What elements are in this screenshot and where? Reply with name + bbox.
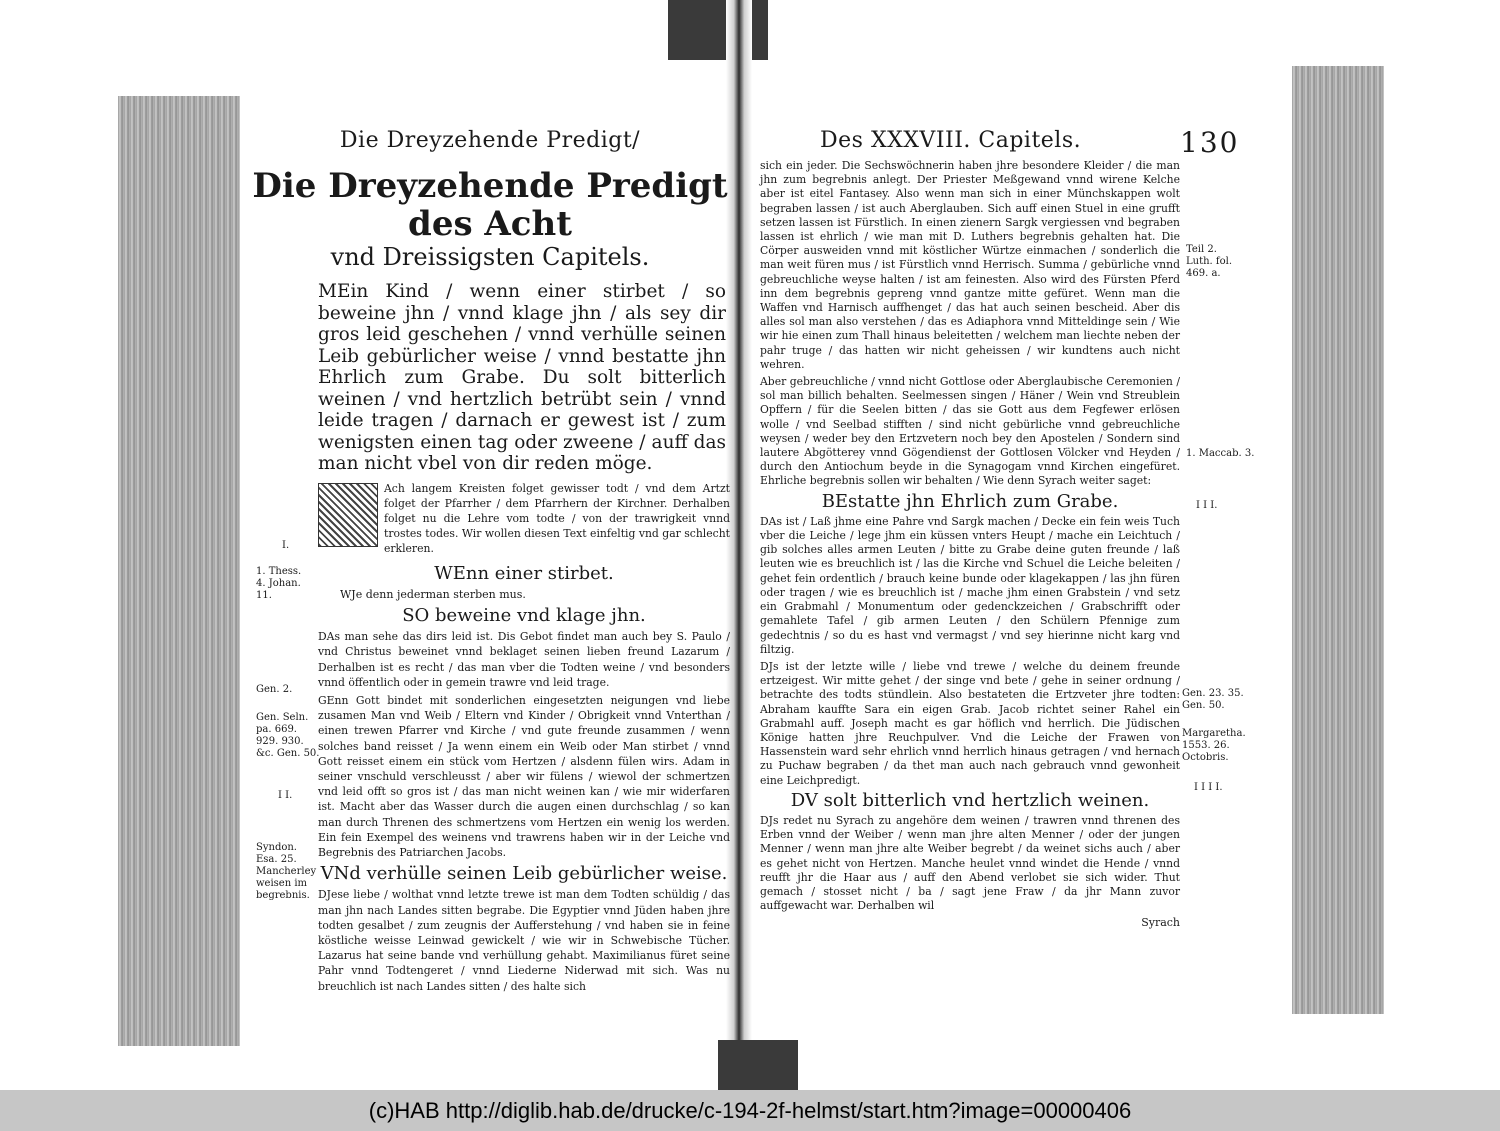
source-caption: (c)HAB http://diglib.hab.de/drucke/c-194-2f-helmst/start.htm?image=00000406 (0, 1090, 1500, 1131)
paragraph: DJese liebe / wolthat vnnd letzte trewe ist man dem Todten schüldig / das man jhn nach Landes sitten begrabe. Die Egyptier vnnd Jüden haben jhre todten gesalbet / zum zeugnis der Aufferstehung / vnd haben sie in feine köstliche weisse Leinwad gewickelt / wie wir in Schwebische Tücher. Lazarus hat seine bande vnd verhüllung gehabt. Maximilianus füret seine Pahr vnnd Todtengeret / vnnd Liederne Niderwad mit sich. Was nu breuchlich ist nach Landes sitten / des halte sich (318, 888, 730, 993)
right-running-head: Des XXXVIII. Capitels. (820, 128, 1082, 153)
left-margin-note: Syndon. Esa. 25. Mancherley weisen im begrebnis. (256, 842, 317, 901)
intro-paragraph: Ach langem Kreisten folget gewisser todt / vnd dem Artzt folget der Pfarrher / dem Pfarrhern der Kirchner. Derhalben folget nu die Lehre vom todte / von der trawrigkeit vnnd trostes todes. Wir wollen diesen Text einfeltig vnd gar schlecht erkleren. (384, 481, 730, 556)
heading-verhuelle: VNd verhülle seinen Leib gebürlicher weise. (320, 863, 728, 885)
paragraph: DJs redet nu Syrach zu angehöre dem weinen / trawren vnnd threnen des Erben vnnd der Weiber / wenn man jhre alten Menner / oder der jungen Menner / wenn man jhre alte Weiber begrebt / da weinet sichs auch / aber es gehet nicht von Hertzen. Manche heulet vnnd windet die Hende / vnnd reufft jhr die Haar aus / auff den Abend verlobet sie sich wider. Thut gemach / stosset nicht / ba / sagt jene Fraw / da jhr Mann zuvor auffgewacht war. Derhalben wil (760, 813, 1180, 913)
right-margin-note: Margaretha. 1553. 26. Octobris. (1182, 728, 1246, 763)
paragraph: GEnn Gott bindet mit sonderlichen eingesetzten neigungen vnd liebe zusamen Man vnd Weib / Eltern vnd Kinder / Obrigkeit vnnd Vnterthan / einen trewen Pfarrer vnd Kirche / vnd gute freunde zusammen / wenn solches band reisset / Ja wenn einem ein Weib oder Man stirbet / vnnd Gott reisset einem ein stück vom Hertzen / alsdenn fülen wirs. Adam in seiner vnschuld verschleusst / aber wir fülens / wiewol der schmertzen vnd leid offt so gros ist / das man nicht weinen kan / wie mir widerfaren ist. Macht aber das Wasser durch die augen einen durchschlag / so kan man durch Threnen des schmertzens vom Hertzen ein wenig los werden. Ein fein Exempel des weinens vnd trawrens haben wir in der Leiche vnd Begrebnis des Patriarchen Jacobs. (318, 693, 730, 859)
left-running-head: Die Dreyzehende Predigt/ (339, 128, 641, 153)
right-margin-note: 1. Maccab. 3. (1186, 448, 1255, 459)
left-margin-note: Gen. 2. (256, 684, 293, 695)
paragraph: DAs man sehe das dirs leid ist. Dis Gebot findet man auch bey S. Paulo / vnd Christus beweinet vnnd beklaget seinen lieben freund Lazarum / Derhalben ist es recht / das man vber die Todten weine / vnd besonders vnnd öffentlich oder in gemein trawre vnd leid trage. (318, 630, 730, 689)
heading-bestatte: BEstatte jhn Ehrlich zum Grabe. (821, 490, 1119, 512)
right-margin-note: I I I. (1196, 500, 1218, 511)
paragraph: Aber gebreuchliche / vnnd nicht Gottlose oder Aberglaubische Ceremonien / sol man billich behalten. Seelmessen singen / Häner / Wein vnd Streublein Opffern / für die Seelen bitten / das sie Gott aus dem Fegfewer erlösen wolle / vnd Seelbad stifften / sind nicht gebürliche vnnd gebreuchliche weysen / weder bey den Ertzvetern noch bey den Apostelen / Sondern sind lautere Abgötterey vnnd Gögendienst der Gottlosen Völcker vnd Heyden / durch den Antiochum beyde in die Synagogam vnnd Kirchen eingefüret. Ehrliche begrebnis sollen wir behalten / Wie denn Syrach weiter saget: (760, 375, 1180, 488)
left-margin-note: I. (282, 540, 290, 551)
catchword: Syrach (1141, 916, 1180, 930)
right-body (760, 159, 1180, 931)
right-margin-note: Teil 2. Luth. fol. 469. a. (1186, 244, 1232, 279)
page-number: 130 (1180, 126, 1240, 159)
scripture-verse: MEin Kind / wenn einer stirbet / so beweine jhn / vnnd klage jhn / als sey dir gros leid geschehen / vnnd verhülle seinen Leib gebürlicher weise / vnnd bestatte jhn Ehrlich zum Grabe. Du solt bitterlich weinen / vnd hertzlich betrübt sein / vnnd leide tragen / darnach er gewest ist / zum wenigsten einen tag oder zweene / auff das man nicht vbel von dir reden möge. (318, 281, 726, 474)
left-margin-note: 1. Thess. 4. Johan. 11. (256, 566, 302, 601)
decorated-initial (318, 483, 378, 547)
right-page-edges (1292, 66, 1384, 1014)
left-page-edges (118, 96, 240, 1046)
paragraph: DJs ist der letzte wille / liebe vnd trewe / welche du deinem freunde ertzeigest. Wir mitte gehet / der singe vnd bete / gehe in seiner ordnung / betrachte des todts stündlein. Also bestateten die Ertzveter jhre todten: Abraham kauffte Sara ein eigen Grab. Jacob richtet seiner Rahel ein Grabmahl auff. Joseph macht es gar höflich vnd herrlich. Die Jüdischen Könige hatten jhre Reuchpulver. Vnd die Leiche der Frawen von Hassenstein ward sehr ehrlich vnnd herrlich hinaus getragen / vnd hernach zu Puchaw begraben / da thet man auch nach gebrauch vnnd gewonheit eine Leichpredigt. (760, 659, 1180, 787)
right-margin-note: I I I I. (1194, 782, 1223, 793)
heading-du-solt-weinen: DV solt bitterlich vnd hertzlich weinen. (790, 789, 1150, 811)
paragraph: DAs ist / Laß jhme eine Pahre vnd Sargk machen / Decke ein fein weis Tuch vber die Leiche / lege jhm ein küssen vnters Heupt / mache ein Leichtuch / gib solches alles armen Leuten / bitte zu Grabe deine guten freunde / laß leuten wie es breuchlich ist / las die Kirche vnd Schuel die Leiche beleiten / gehet fein ordentlich / brauch keine bunde oder klagekappen / las jhn füren oder tragen / wie es breuchlich ist / mache jhm einen Grabstein / vnd setz ein Grabmahl / Monumentum oder gedenckzeichen / Grabschrifft oder gemahlete Tafel / gib armen Leuten / den Schülern Pfennige zum gedechtnis / so du es hast vnd vermagst / vnd sey hierinne nicht karg vnd filtzig. (760, 514, 1180, 656)
heading-wenn-einer-stirbet: WEnn einer stirbet. (434, 562, 614, 584)
right-page (760, 128, 1240, 931)
binding-bottom-shadow (718, 1040, 798, 1090)
left-page (250, 128, 730, 997)
paragraph: sich ein jeder. Die Sechswöchnerin haben jhre besondere Kleider / die man jhn zum begrebnis anlegt. Der Priester Meßgewand vnnd wirene Kelche aber ist eitel Fantasey. Also wenn man sich in einer Münchskappen wolt begraben lassen / ist auch Aberglauben. Sich auff einen Stuel in eine grufft setzen lassen ist Fürstlich. In einen zienern Sargk vergiessen vnd begraben lassen ist ehrlich / wie man mit D. Luthers begrebnis gehalten hat. Die Cörper ausweiden vnnd mit köstlicher Würtze einmachen / sonderlich die man weit füren mus / ist Fürstlich vnnd Herrisch. Summa / gebürliche vnnd gebreuchliche weyse halten / ist am feinesten. Also wird des Fürsten Pferd inn dem begrebnis gepreng vnnd gantze mitte gefüret. Wenn man die Waffen vnd Harnisch auffhenget / das hat auch seinen bescheid. Aber dis alles sol man also verstehen / das es Adiaphora vnnd Mitteldinge sein / Wie wir hie einen zum Thall hinaus beleitetten / welchem man liechte neben der pahr truge / das hatten wir nicht geheissen / wir kundtens auch nicht wehren. (760, 159, 1180, 371)
right-margin-note: Gen. 23. 35. Gen. 50. (1182, 688, 1244, 711)
small-line: WJe denn jederman sterben mus. (340, 587, 526, 601)
sermon-subtitle: vnd Dreissigsten Capitels. (330, 243, 650, 271)
sermon-title: Die Dreyzehende Predigt des Acht (252, 166, 728, 244)
left-margin-note: Gen. Seln. pa. 669. 929. 930. &c. Gen. 50. (256, 712, 320, 759)
left-body (318, 481, 730, 994)
heading-so-beweine: SO beweine vnd klage jhn. (402, 604, 646, 626)
binding-top-shadow (668, 0, 768, 60)
left-margin-note: I I. (278, 790, 293, 801)
